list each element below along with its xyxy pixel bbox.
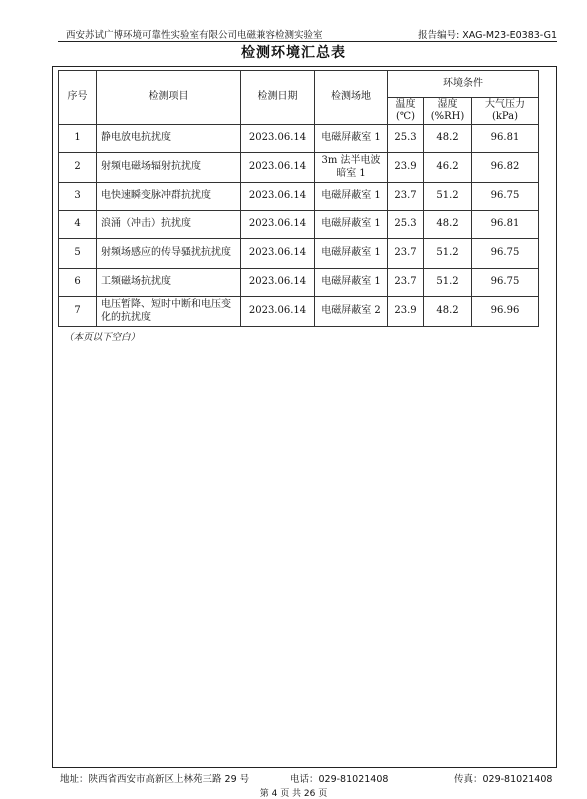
row-number: 4 bbox=[59, 211, 97, 239]
table-row bbox=[59, 269, 539, 297]
header-temp-unit: (℃) bbox=[396, 111, 415, 122]
row-hum: 48.2 bbox=[424, 211, 472, 239]
row-press: 96.81 bbox=[472, 211, 539, 239]
header-hum-unit: (%RH) bbox=[430, 111, 465, 122]
row-hum: 48.2 bbox=[424, 125, 472, 153]
row-temp: 23.9 bbox=[388, 297, 424, 327]
row-temp: 25.3 bbox=[388, 125, 424, 153]
header-seq: 序号 bbox=[59, 71, 97, 125]
row-press: 96.75 bbox=[472, 183, 539, 211]
row-site: 3m 法半电波暗室 1 bbox=[315, 153, 388, 183]
row-date: 2023.06.14 bbox=[241, 269, 315, 297]
row-item: 射频场感应的传导骚扰抗扰度 bbox=[97, 239, 241, 269]
row-temp: 23.7 bbox=[388, 183, 424, 211]
row-date: 2023.06.14 bbox=[241, 125, 315, 153]
row-temp: 25.3 bbox=[388, 211, 424, 239]
footer-address: 地址：陕西省西安市高新区上林苑三路 29 号 bbox=[60, 774, 250, 785]
row-press: 96.75 bbox=[472, 269, 539, 297]
header-date: 检测日期 bbox=[241, 71, 315, 125]
row-site: 电磁屏蔽室 1 bbox=[315, 125, 388, 153]
row-item: 工频磁场抗扰度 bbox=[97, 269, 241, 297]
header-hum-label: 湿度 bbox=[437, 98, 458, 110]
row-temp: 23.7 bbox=[388, 269, 424, 297]
row-item: 浪涌（冲击）抗扰度 bbox=[97, 211, 241, 239]
table-row bbox=[59, 239, 539, 269]
row-press: 96.75 bbox=[472, 239, 539, 269]
row-number: 1 bbox=[59, 125, 97, 153]
header-press-label: 大气压力 bbox=[485, 98, 525, 110]
row-site: 电磁屏蔽室 1 bbox=[315, 183, 388, 211]
row-hum: 48.2 bbox=[424, 297, 472, 327]
footer-fax: 传真：029-81021408 bbox=[454, 774, 553, 785]
environment-summary-table bbox=[58, 70, 539, 327]
row-date: 2023.06.14 bbox=[241, 153, 315, 183]
header-item: 检测项目 bbox=[97, 71, 241, 125]
header-press bbox=[472, 98, 539, 125]
row-date: 2023.06.14 bbox=[241, 183, 315, 211]
page-footer bbox=[0, 771, 587, 785]
table-row bbox=[59, 153, 539, 183]
table-row bbox=[59, 211, 539, 239]
row-press: 96.81 bbox=[472, 125, 539, 153]
table-row bbox=[59, 125, 539, 153]
row-date: 2023.06.14 bbox=[241, 297, 315, 327]
header-site: 检测场地 bbox=[315, 71, 388, 125]
table-row bbox=[59, 183, 539, 211]
blank-page-note: （本页以下空白） bbox=[64, 332, 141, 343]
report-number: 报告编号: XAG-M23-E0383-G1 bbox=[418, 30, 557, 41]
row-number: 5 bbox=[59, 239, 97, 269]
row-number: 7 bbox=[59, 297, 97, 327]
row-item: 电快速瞬变脉冲群抗扰度 bbox=[97, 183, 241, 211]
row-hum: 51.2 bbox=[424, 269, 472, 297]
row-site: 电磁屏蔽室 1 bbox=[315, 239, 388, 269]
row-hum: 46.2 bbox=[424, 153, 472, 183]
row-site: 电磁屏蔽室 1 bbox=[315, 269, 388, 297]
footer-phone: 电话：029-81021408 bbox=[290, 774, 389, 785]
row-temp: 23.9 bbox=[388, 153, 424, 183]
row-temp: 23.7 bbox=[388, 239, 424, 269]
lab-name: 西安苏试广博环境可靠性实验室有限公司电磁兼容检测实验室 bbox=[66, 30, 323, 41]
header-env: 环境条件 bbox=[388, 71, 539, 98]
row-date: 2023.06.14 bbox=[241, 211, 315, 239]
row-number: 2 bbox=[59, 153, 97, 183]
row-hum: 51.2 bbox=[424, 183, 472, 211]
page-header bbox=[40, 24, 557, 40]
row-hum: 51.2 bbox=[424, 239, 472, 269]
table-row bbox=[59, 297, 539, 327]
row-site: 电磁屏蔽室 2 bbox=[315, 297, 388, 327]
page-number: 第 4 页 共 26 页 bbox=[259, 789, 328, 799]
row-item: 电压暂降、短时中断和电压变化的抗扰度 bbox=[97, 297, 241, 327]
header-temp bbox=[388, 98, 424, 125]
header-hum bbox=[424, 98, 472, 125]
row-item: 静电放电抗扰度 bbox=[97, 125, 241, 153]
row-press: 96.82 bbox=[472, 153, 539, 183]
row-item: 射频电磁场辐射抗扰度 bbox=[97, 153, 241, 183]
row-date: 2023.06.14 bbox=[241, 239, 315, 269]
header-press-unit: (kPa) bbox=[491, 111, 519, 122]
row-number: 3 bbox=[59, 183, 97, 211]
row-site: 电磁屏蔽室 1 bbox=[315, 211, 388, 239]
header-temp-label: 温度 bbox=[395, 98, 416, 110]
row-press: 96.96 bbox=[472, 297, 539, 327]
row-number: 6 bbox=[59, 269, 97, 297]
page-title: 检测环境汇总表 bbox=[241, 45, 346, 61]
